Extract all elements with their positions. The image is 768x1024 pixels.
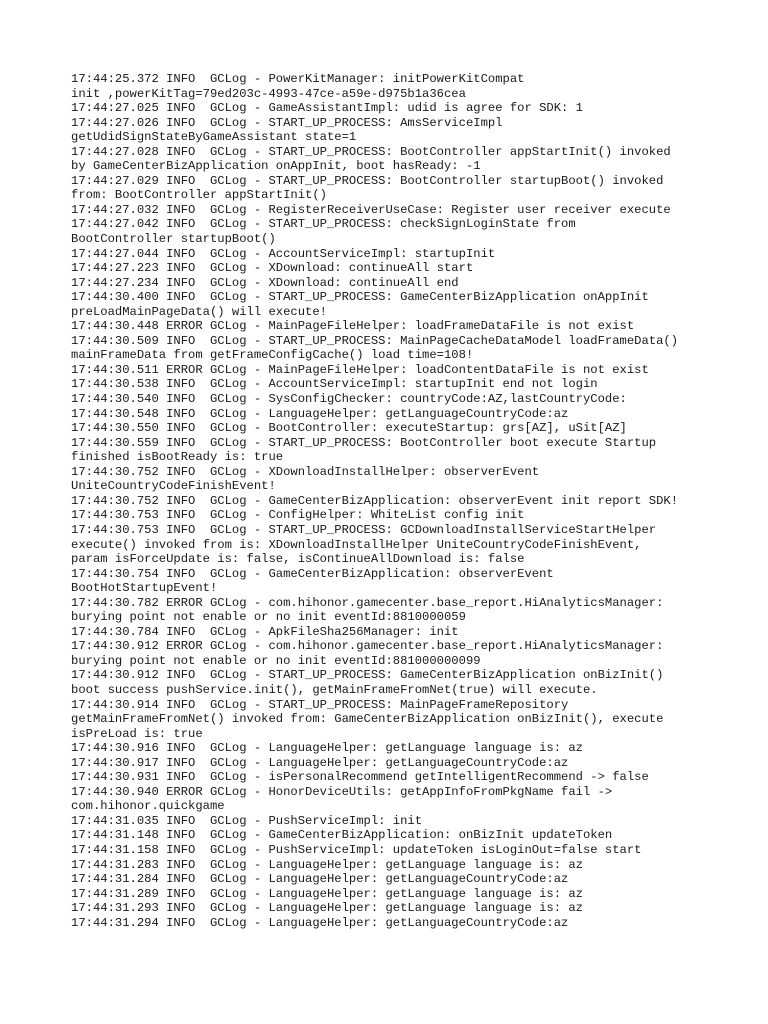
log-line: BootHotStartupEvent! — [71, 581, 218, 596]
log-line: 17:44:30.540 INFO GCLog - SysConfigChecker: countryCode:AZ,lastCountryCode: — [71, 392, 627, 407]
log-line: 17:44:30.538 INFO GCLog - AccountServiceImpl: startupInit end not login — [71, 377, 598, 392]
log-line: 17:44:30.912 INFO GCLog - START_UP_PROCESS: GameCenterBizApplication onBizInit() — [71, 668, 664, 683]
log-line: 17:44:30.559 INFO GCLog - START_UP_PROCESS: BootController boot execute Startup — [71, 435, 657, 450]
log-line: BootController startupBoot() — [71, 232, 276, 247]
log-line: 17:44:30.448 ERROR GCLog - MainPageFileHelper: loadFrameDataFile is not exist — [71, 319, 635, 334]
log-line: execute() invoked from is: XDownloadInstallHelper UniteCountryCodeFinishEvent, — [71, 537, 642, 552]
log-line: 17:44:30.753 INFO GCLog - ConfigHelper: WhiteList config init — [71, 508, 525, 523]
log-line: 17:44:30.784 INFO GCLog - ApkFileSha256Manager: init — [71, 624, 459, 639]
log-line: isPreLoad is: true — [71, 726, 203, 741]
log-line: 17:44:31.289 INFO GCLog - LanguageHelper: getLanguage language is: az — [71, 886, 583, 901]
log-line: 17:44:30.917 INFO GCLog - LanguageHelper: getLanguageCountryCode:az — [71, 755, 569, 770]
log-line: 17:44:27.044 INFO GCLog - AccountServiceImpl: startupInit — [71, 246, 496, 261]
log-line: 17:44:27.032 INFO GCLog - RegisterReceiverUseCase: Register user receiver execute — [71, 202, 671, 217]
log-line: 17:44:30.752 INFO GCLog - XDownloadInstallHelper: observerEvent — [71, 464, 540, 479]
log-document — [71, 72, 761, 930]
log-line: 17:44:30.509 INFO GCLog - START_UP_PROCESS: MainPageCacheDataModel loadFrameData() — [71, 333, 679, 348]
log-line: getMainFrameFromNet() invoked from: GameCenterBizApplication onBizInit(), execute — [71, 712, 664, 727]
log-line: preLoadMainPageData() will execute! — [71, 304, 327, 319]
log-line: UniteCountryCodeFinishEvent! — [71, 479, 276, 494]
log-line: 17:44:27.029 INFO GCLog - START_UP_PROCESS: BootController startupBoot() invoked — [71, 173, 664, 188]
log-line: 17:44:31.283 INFO GCLog - LanguageHelper: getLanguage language is: az — [71, 857, 583, 872]
log-line: 17:44:30.782 ERROR GCLog - com.hihonor.gamecenter.base_report.HiAnalyticsManager: — [71, 595, 664, 610]
log-line: 17:44:30.753 INFO GCLog - START_UP_PROCESS: GCDownloadInstallServiceStartHelper — [71, 522, 657, 537]
log-line: 17:44:30.912 ERROR GCLog - com.hihonor.gamecenter.base_report.HiAnalyticsManager: — [71, 639, 664, 654]
log-line: 17:44:30.400 INFO GCLog - START_UP_PROCESS: GameCenterBizApplication onAppInit — [71, 290, 649, 305]
log-line: 17:44:31.035 INFO GCLog - PushServiceImpl: init — [71, 813, 423, 828]
log-line: 17:44:27.223 INFO GCLog - XDownload: continueAll start — [71, 261, 474, 276]
log-line: 17:44:30.511 ERROR GCLog - MainPageFileHelper: loadContentDataFile is not exist — [71, 362, 649, 377]
log-line: 17:44:30.940 ERROR GCLog - HonorDeviceUtils: getAppInfoFromPkgName fail -> — [71, 784, 613, 799]
log-line: 17:44:27.042 INFO GCLog - START_UP_PROCESS: checkSignLoginState from — [71, 217, 576, 232]
log-line: init ,powerKitTag=79ed203c-4993-47ce-a59e-d975b1a36cea — [71, 86, 466, 101]
log-line: 17:44:30.916 INFO GCLog - LanguageHelper: getLanguage language is: az — [71, 741, 583, 756]
log-line: 17:44:31.293 INFO GCLog - LanguageHelper: getLanguage language is: az — [71, 901, 583, 916]
log-line: burying point not enable or no init eventId:8810000059 — [71, 610, 466, 625]
log-line: 17:44:31.284 INFO GCLog - LanguageHelper: getLanguageCountryCode:az — [71, 872, 569, 887]
log-line: 17:44:30.752 INFO GCLog - GameCenterBizApplication: observerEvent init report SDK! — [71, 493, 679, 508]
log-line: 17:44:25.372 INFO GCLog - PowerKitManager: initPowerKitCompat — [71, 72, 525, 86]
log-line: param isForceUpdate is: false, isContinueAllDownload is: false — [71, 552, 525, 567]
log-line: finished isBootReady is: true — [71, 450, 284, 465]
log-line: mainFrameData from getFrameConfigCache() load time=108! — [71, 348, 474, 363]
log-line: boot success pushService.init(), getMainFrameFromNet(true) will execute. — [71, 682, 598, 697]
log-line: 17:44:27.234 INFO GCLog - XDownload: continueAll end — [71, 275, 459, 290]
log-line: 17:44:31.294 INFO GCLog - LanguageHelper: getLanguageCountryCode:az — [71, 915, 569, 930]
log-line: 17:44:30.754 INFO GCLog - GameCenterBizApplication: observerEvent — [71, 566, 554, 581]
log-line: 17:44:30.931 INFO GCLog - isPersonalRecommend getIntelligentRecommend -> false — [71, 770, 649, 785]
log-line: from: BootController appStartInit() — [71, 188, 327, 203]
log-line: 17:44:27.026 INFO GCLog - START_UP_PROCESS: AmsServiceImpl — [71, 115, 503, 130]
log-line: 17:44:27.028 INFO GCLog - START_UP_PROCESS: BootController appStartInit() invoked — [71, 144, 671, 159]
log-line: burying point not enable or no init eventId:881000000099 — [71, 653, 481, 668]
log-line: 17:44:30.914 INFO GCLog - START_UP_PROCESS: MainPageFrameRepository — [71, 697, 569, 712]
log-line: 17:44:30.550 INFO GCLog - BootController: executeStartup: grs[AZ], uSit[AZ] — [71, 421, 627, 436]
log-line: com.hihonor.quickgame — [71, 799, 225, 814]
log-line: getUdidSignStateByGameAssistant state=1 — [71, 130, 357, 145]
log-line: 17:44:31.158 INFO GCLog - PushServiceImpl: updateToken isLoginOut=false start — [71, 842, 642, 857]
log-line: 17:44:27.025 INFO GCLog - GameAssistantImpl: udid is agree for SDK: 1 — [71, 101, 583, 116]
log-line: 17:44:31.148 INFO GCLog - GameCenterBizApplication: onBizInit updateToken — [71, 828, 613, 843]
log-line: 17:44:30.548 INFO GCLog - LanguageHelper: getLanguageCountryCode:az — [71, 406, 569, 421]
log-line: by GameCenterBizApplication onAppInit, boot hasReady: -1 — [71, 159, 481, 174]
